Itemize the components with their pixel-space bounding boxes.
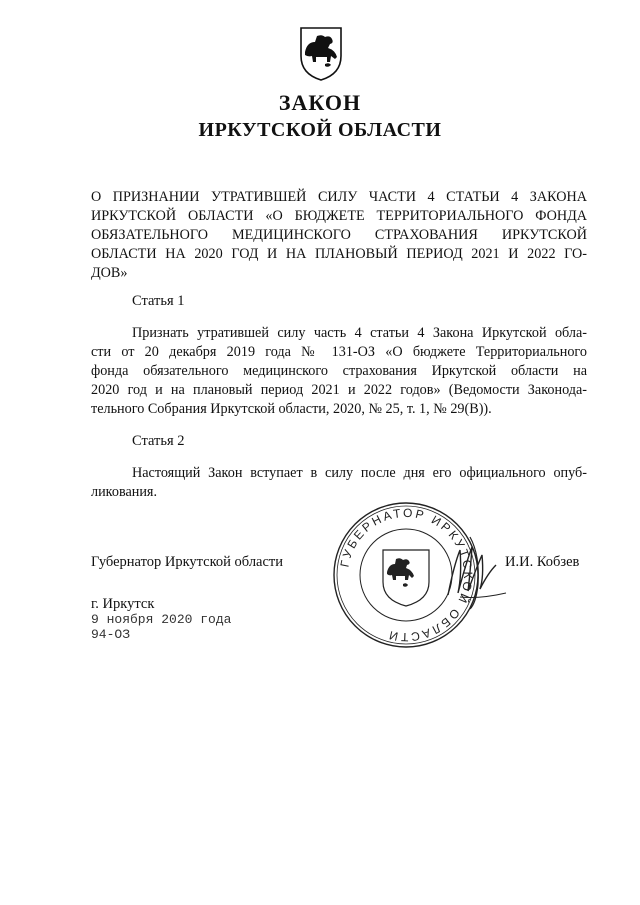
article-2-heading: Статья 2: [132, 433, 185, 449]
article-2-body: [91, 464, 587, 502]
article-1-line: тельного Собрания Иркутской области, 2020, № 25, т. 1, № 29(В)).: [91, 401, 492, 417]
region-name: ИРКУТСКОЙ ОБЛАСТИ: [198, 119, 442, 141]
article-1-line: Признать утратившей силу часть 4 статьи 4 Закона Иркутской обла-: [132, 325, 587, 341]
coat-of-arms-icon: [298, 26, 344, 82]
law-title-line: ОБЯЗАТЕЛЬНОГО МЕДИЦИНСКОГО СТРАХОВАНИЯ ИРКУТСКОЙ: [91, 227, 587, 243]
governor-title: Губернатор Иркутской области: [91, 554, 284, 570]
article-1-line: фонда обязательного медицинского страхования Иркутской области на: [91, 363, 587, 379]
document-type: ЗАКОН: [278, 90, 362, 115]
law-number: 94-ОЗ: [91, 627, 131, 642]
governor-name: И.И. Кобзев: [505, 554, 580, 570]
article-2-line: Настоящий Закон вступает в силу после дня его официального опуб-: [132, 465, 587, 481]
article-1-heading: Статья 1: [132, 293, 185, 309]
handwritten-signature: [440, 525, 510, 615]
article-1-line: сти от 20 декабря 2019 года № 131-ОЗ «О бюджете Территориального: [91, 344, 587, 360]
law-title-line: ДОВ»: [91, 265, 128, 281]
law-title: [91, 188, 587, 283]
article-1-body: [91, 324, 587, 419]
svg-text:ГУБЕРНАТОР ИРКУТСКОЙ ОБЛАСТИ: ГУБЕРНАТОР ИРКУТСКОЙ ОБЛАСТИ: [337, 505, 476, 645]
article-2-line: ликования.: [91, 484, 158, 500]
signing-date: 9 ноября 2020 года: [91, 612, 232, 627]
article-1-line: 2020 год и на плановый период 2021 и 2022 годов» (Ведомости Законода-: [91, 382, 587, 398]
city: г. Иркутск: [91, 596, 155, 612]
law-title-line: О ПРИЗНАНИИ УТРАТИВШЕЙ СИЛУ ЧАСТИ 4 СТАТЬИ 4 ЗАКОНА: [91, 189, 587, 205]
law-title-line: ИРКУТСКОЙ ОБЛАСТИ «О БЮДЖЕТЕ ТЕРРИТОРИАЛЬНОГО ФОНДА: [91, 208, 587, 224]
law-title-line: ОБЛАСТИ НА 2020 ГОД И НА ПЛАНОВЫЙ ПЕРИОД 2021 И 2022 ГО-: [91, 246, 587, 262]
